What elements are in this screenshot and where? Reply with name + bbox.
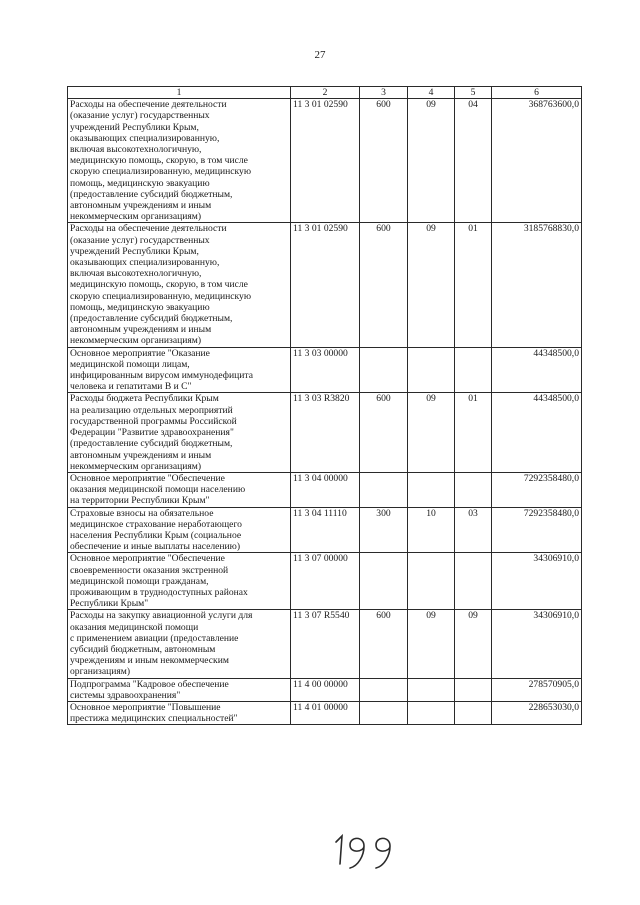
row-code: 11 3 03 00000 — [291, 347, 360, 393]
row-code: 11 3 03 R3820 — [291, 393, 360, 472]
row-code: 11 3 01 02590 — [291, 223, 360, 347]
column-header: 3 — [360, 87, 408, 99]
row-col4 — [408, 472, 455, 507]
row-col5 — [455, 553, 492, 610]
row-sum: 368763600,0 — [492, 99, 582, 223]
table-row — [68, 393, 582, 472]
column-header: 2 — [291, 87, 360, 99]
row-col4: 09 — [408, 99, 455, 223]
table-row — [68, 223, 582, 347]
row-sum: 3185768830,0 — [492, 223, 582, 347]
row-col5: 01 — [455, 393, 492, 472]
table-row — [68, 610, 582, 678]
row-name: Страховые взносы на обязательное медицинское страхование неработающего населения Республики Крым (социальное обеспечение и иные выплаты населению) — [68, 507, 291, 553]
row-name: Расходы на обеспечение деятельности (оказание услуг) государственных учреждений Республики Крым, оказывающих специализированную, включая высокотехнологичную, медицинскую помощь, скорую, в том числе скорую специализированную, медицинскую помощь, медицинскую эвакуацию (предоставление субсидий бюджетным, автономным учреждениям и иным некоммерческим организациям) — [68, 223, 291, 347]
row-col3 — [360, 347, 408, 393]
row-sum: 228653030,0 — [492, 701, 582, 724]
row-sum: 34306910,0 — [492, 553, 582, 610]
row-col3: 600 — [360, 223, 408, 347]
row-code: 11 3 04 00000 — [291, 472, 360, 507]
row-name: Подпрограмма "Кадровое обеспечение системы здравоохранения" — [68, 678, 291, 701]
handwritten-page-number — [330, 832, 406, 872]
row-name: Основное мероприятие "Обеспечение своевременности оказания экстренной медицинской помощи гражданам, проживающим в труднодоступных районах Республики Крым" — [68, 553, 291, 610]
row-col3: 300 — [360, 507, 408, 553]
row-name: Расходы на обеспечение деятельности (оказание услуг) государственных учреждений Республики Крым, оказывающих специализированную, включая высокотехнологичную, медицинскую помощь, скорую, в том числе скорую специализированную, медицинскую помощь, медицинскую эвакуацию (предоставление субсидий бюджетным, автономным учреждениям и иным некоммерческим организациям) — [68, 99, 291, 223]
row-col4 — [408, 347, 455, 393]
row-col5 — [455, 701, 492, 724]
row-col4: 09 — [408, 223, 455, 347]
row-col5: 03 — [455, 507, 492, 553]
row-col4: 09 — [408, 610, 455, 678]
row-sum: 7292358480,0 — [492, 472, 582, 507]
row-col5 — [455, 472, 492, 507]
row-col4 — [408, 701, 455, 724]
budget-table — [67, 86, 582, 725]
row-code: 11 3 01 02590 — [291, 99, 360, 223]
table-row — [68, 553, 582, 610]
row-col5: 01 — [455, 223, 492, 347]
column-header: 6 — [492, 87, 582, 99]
row-sum: 278570905,0 — [492, 678, 582, 701]
row-col3 — [360, 472, 408, 507]
table-row — [68, 472, 582, 507]
table-header-row — [68, 87, 582, 99]
row-col3 — [360, 678, 408, 701]
column-header: 4 — [408, 87, 455, 99]
row-col4 — [408, 678, 455, 701]
row-col3: 600 — [360, 393, 408, 472]
row-col4 — [408, 553, 455, 610]
row-sum: 34306910,0 — [492, 610, 582, 678]
table-row — [68, 507, 582, 553]
row-col4: 09 — [408, 393, 455, 472]
row-name: Расходы бюджета Республики Крым на реализацию отдельных мероприятий государственной программы Российской Федерации "Развитие здравоохранения" (предоставление субсидий бюджетным, автономным учреждениям и иным некоммерческим организациям) — [68, 393, 291, 472]
row-sum: 44348500,0 — [492, 347, 582, 393]
row-col4: 10 — [408, 507, 455, 553]
row-sum: 7292358480,0 — [492, 507, 582, 553]
row-code: 11 3 07 00000 — [291, 553, 360, 610]
row-name: Основное мероприятие "Оказание медицинской помощи лицам, инфицированным вирусом иммунодефицита человека и гепатитами В и С" — [68, 347, 291, 393]
table-row — [68, 347, 582, 393]
row-name: Основное мероприятие "Обеспечение оказания медицинской помощи населению на территории Республики Крым" — [68, 472, 291, 507]
page-number: 27 — [314, 49, 326, 61]
row-col3: 600 — [360, 610, 408, 678]
column-header: 5 — [455, 87, 492, 99]
row-col5 — [455, 347, 492, 393]
row-code: 11 3 07 R5540 — [291, 610, 360, 678]
table-row — [68, 99, 582, 223]
row-col5: 04 — [455, 99, 492, 223]
table-row — [68, 701, 582, 724]
row-col5: 09 — [455, 610, 492, 678]
table-row — [68, 678, 582, 701]
row-name: Расходы на закупку авиационной услуги для оказания медицинской помощи с применением авиации (предоставление субсидий бюджетным, автономным учреждениям и иным некоммерческим организациям) — [68, 610, 291, 678]
row-code: 11 4 00 00000 — [291, 678, 360, 701]
column-header: 1 — [68, 87, 291, 99]
row-sum: 44348500,0 — [492, 393, 582, 472]
row-col3 — [360, 701, 408, 724]
row-col5 — [455, 678, 492, 701]
row-col3: 600 — [360, 99, 408, 223]
row-col3 — [360, 553, 408, 610]
row-code: 11 4 01 00000 — [291, 701, 360, 724]
row-code: 11 3 04 11110 — [291, 507, 360, 553]
row-name: Основное мероприятие "Повышение престижа медицинских специальностей" — [68, 701, 291, 724]
